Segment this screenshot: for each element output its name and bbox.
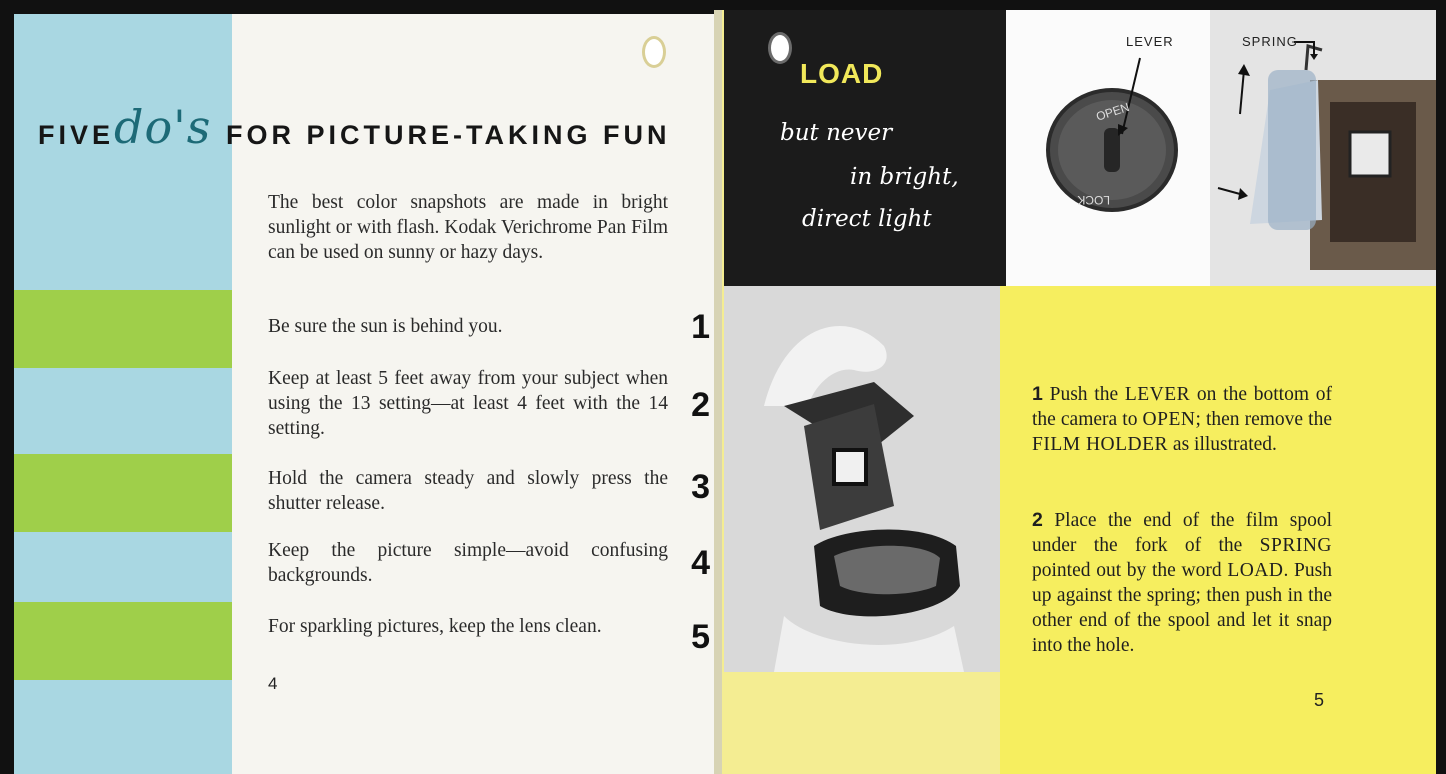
- spring-spool-illustration: [1210, 10, 1436, 286]
- green-band-5: [14, 602, 232, 680]
- spring-spool-photo: [1210, 10, 1436, 286]
- step-2-load-term: LOAD: [1227, 560, 1284, 581]
- tip-text-5: For sparkling pictures, keep the lens clean.: [268, 616, 602, 637]
- subheading-line-3: direct light: [802, 206, 932, 232]
- dial-lock-label: LOCK: [1077, 193, 1110, 207]
- load-heading: LOAD: [800, 58, 884, 89]
- title-script-dos: do's: [114, 100, 212, 154]
- lever-label: LEVER: [1126, 34, 1174, 49]
- tip-number-1: 1: [691, 308, 710, 346]
- left-page: [14, 14, 718, 774]
- intro-paragraph: The best color snapshots are made in bright sunlight or with flash. Kodak Verichrome Pan Film can be used on sunny or hazy days.: [268, 192, 668, 263]
- step-1-part-3: on the bottom of the camera to: [1032, 384, 1332, 430]
- binding-hole-left: [642, 36, 666, 68]
- spring-label: SPRING: [1242, 34, 1298, 49]
- step-1-text: [1032, 382, 1332, 457]
- step-1-lever-term: LEVER: [1124, 384, 1191, 405]
- step-2-part-5: . Push up against the spring; then push in the other end of the spool and let it snap into the hole.: [1032, 560, 1332, 656]
- bottom-yellow-margin: [718, 672, 1000, 774]
- green-band-1: [14, 290, 232, 368]
- step-1-number: 1: [1032, 383, 1043, 405]
- load-heading-panel: [724, 10, 1006, 286]
- step-1-part-5: ; then remove the: [1195, 409, 1332, 430]
- lever-dial-photo: [1006, 10, 1210, 286]
- binding-hole-right: [768, 32, 792, 64]
- tip-text-1: Be sure the sun is behind you.: [268, 316, 503, 337]
- green-band-3: [14, 454, 232, 532]
- step-2-number: 2: [1032, 509, 1043, 531]
- tip-number-4: 4: [691, 544, 710, 582]
- subheading-line-1: but never: [780, 120, 893, 146]
- tip-number-5: 5: [691, 618, 710, 656]
- lever-dial-illustration: [1006, 10, 1210, 286]
- step-1-open-term: OPEN: [1142, 409, 1196, 430]
- step-2-spring-term: SPRING: [1259, 535, 1332, 556]
- hands-camera-illustration: [724, 286, 1000, 672]
- step-1-part-7: as illustrated.: [1168, 434, 1277, 455]
- tip-number-3: 3: [691, 468, 710, 506]
- step-2-part-3: pointed out by the word: [1032, 560, 1228, 581]
- title-word-five: FIVE: [38, 120, 115, 150]
- tip-text-4: Keep the picture simple—avoid confusing backgrounds.: [268, 540, 668, 586]
- tip-text-3: Hold the camera steady and slowly press the shutter release.: [268, 468, 668, 514]
- tip-number-2: 2: [691, 386, 710, 424]
- subheading-line-2: in bright,: [850, 164, 959, 190]
- step-2-part-1: Place the end of the film spool under the fork of the: [1032, 510, 1333, 556]
- step-1-film-holder-term: FILM HOLDER: [1032, 434, 1169, 455]
- dial-open-label: OPEN: [1094, 99, 1132, 124]
- book-gutter: [714, 10, 722, 774]
- title-word-rest: FOR PICTURE-TAKING FUN: [226, 120, 671, 150]
- page-number-left: 4: [268, 674, 278, 693]
- page-number-right: 5: [1314, 690, 1325, 710]
- right-page: [718, 10, 1436, 774]
- step-2-text: [1032, 508, 1332, 658]
- tip-text-2: Keep at least 5 feet away from your subject when using the 13 setting—at least 4 feet with the 14 setting.: [268, 368, 668, 439]
- camera-film-holder-photo: [724, 286, 1000, 672]
- step-1-part-1: Push the: [1049, 384, 1125, 405]
